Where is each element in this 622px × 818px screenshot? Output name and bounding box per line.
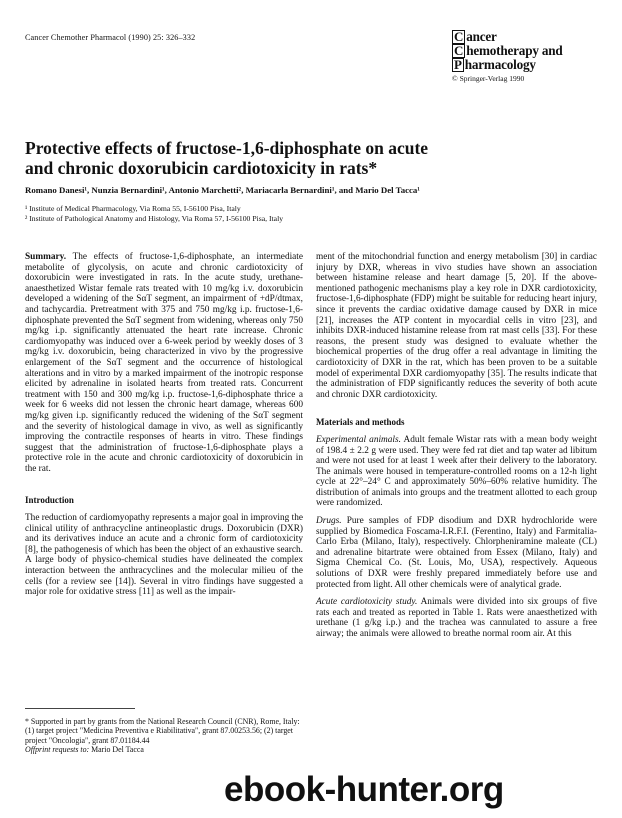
affiliation-1: ¹ Institute of Medical Pharmacology, Via Roma 55, I-56100 Pisa, Italy — [25, 204, 241, 213]
summary-text: The effects of fructose-1,6-diphosphate, an intermediate metabolite of glycolysis, on acute and chronic cardiotoxicity of doxorubicin were investigated in rats. In the acute study, urethane-anaesthetized Wistar female rats treated with 10 mg/kg i.v. doxorubicin developed a widening of the SαT segment, an impairment of +dP/dtmax, and tachycardia. Pretreatment with 375 and 750 mg/kg i.p. fructose-1,6-diphosphate prevented the SαT segment from widening, whereas only 750 mg/kg i.p. significantly attenuated the heart rate increase. Chronic cardiomyopathy was induced over a 6-week period by weekly doses of 3 mg/kg i.v. doxorubicin, being characterized in vivo by the progressive enlargement of the SαT segment and the occurrence of histological alterations and in vitro by a marked impairment of the inotropic response elicited by adrenaline in isolated hearts from treated rats. Concurrent treatment with 150 and 300 mg/kg i.p. fructose-1,6-diphosphate thrice a week for 6 weeks did not lessen the chronic heart damage, whereas 600 mg/kg given i.p. significantly reduced the widening of the SαT segment and the severity of histological damage in vivo, as well as significantly improving the contractile responses of hearts in vitro. These findings suggest that the administration of fructose-1,6-diphosphate plays a protective role in the acute and chronic cardiotoxicity of doxorubicin in the rat. — [25, 252, 304, 474]
journal-citation: Cancer Chemother Pharmacol (1990) 25: 326–332 — [25, 33, 196, 42]
article-title: Protective effects of fructose-1,6-diphosphate on acute and chronic doxorubicin cardiotoxicity in rats* — [25, 138, 429, 178]
journal-logo — [452, 30, 602, 83]
methods-heading: Materials and methods — [316, 417, 405, 428]
column-right — [316, 252, 597, 647]
affiliation-2: ² Institute of Pathological Anatomy and Histology, Via Roma 57, I-56100 Pisa, Italy — [25, 214, 284, 223]
journal-logo-line-1: C ancer — [454, 29, 497, 44]
copyright-notice: © Springer-Verlag 1990 — [452, 74, 525, 83]
acute-study-paragraph: Acute cardiotoxicity study. Animals were divided into six groups of five rats each and treated as reported in Table 1. Rats were anaesthetized with urethane (1 g/kg i.p.) and the trachea was cannulated to assure a free airway; the animals were allowed to breathe normal room air. At this — [316, 597, 597, 639]
animals-paragraph: Experimental animals. Adult female Wistar rats with a mean body weight of 198.4 ± 2.2 g were used. They were fed rat diet and tap water ad libitum and were not used for at least 1 week after their delivery to the laboratory. The animals were housed in temperature-controlled rooms on a 12-h light cycle at 22°–24° C and approximately 50%–60% relative humidity. The distribution of animals into groups and the treatment allotted to each group were randomized. — [316, 434, 597, 509]
summary-label: Summary. — [25, 252, 67, 262]
journal-logo-line-3: P harmacology — [454, 57, 536, 72]
funding-footnote: * Supported in part by grants from the National Research Council (CNR), Rome, Italy: (1) target project "Medicina Preventiva e Riabilitativa", grant 87.00253.56; (2) target project "Oncologia", grant 87.01184.44 — [25, 717, 300, 745]
drugs-paragraph: Drugs. Pure samples of FDP disodium and DXR hydrochloride were supplied by Biomedica Foscama-I.R.F.I. (Ferentino, Italy) and Farmitalia-Carlo Erba (Milano, Italy), respectively. Chlorpheniramine maleate (CL) and adrenaline bitartrate were obtained from Essex (Milano, Italy) and Sigma Chemical Co. (St. Louis, Mo, USA), respectively. Aqueous solutions of DXR were freshly prepared immediately before use and protected from light. All other chemicals were of analytical grade. — [316, 516, 597, 590]
journal-logo-line-2: C hemotherapy and — [454, 43, 563, 58]
author-list: Romano Danesi¹, Nunzia Bernardini¹, Antonio Marchetti², Mariacarla Bernardini¹, and Mario Del Tacca¹ — [25, 185, 420, 195]
summary-paragraph — [25, 252, 303, 474]
introduction-heading: Introduction — [25, 495, 74, 506]
footnote-divider — [25, 708, 135, 709]
introduction-paragraph: The reduction of cardiomyopathy represents a major goal in improving the clinical utility of anthracycline antineoplastic drugs. Doxorubicin (DXR) and its derivatives induce an acute and a chronic form of cardiotoxicity [8], the pathogenesis of which has been the object of an exhaustive search. A large body of physico-chemical studies have delineated the complex interaction between the anthracyclines and the molecular milieu of the cells (for a review see [14]). Several in vitro findings have suggested a major role for oxidative stress [11] as well as the impair- — [25, 513, 303, 598]
introduction-continuation: ment of the mitochondrial function and energy metabolism [30] in cardiac injury by DXR, whereas in vivo studies have shown an association between histamine release and heart damage [5, 20]. If the above-mentioned pathogenic mechanisms play a key role in DXR cardiotoxicity, fructose-1,6-diphosphate (FDP) might be suitable for reducing heart injury, since it prevents the cardiac oxidative damage caused by DXR in mice [21], increases the ATP content in myocardial cells in vitro [23], and inhibits DXR-induced histamine release from rat mast cells [33]. For these reasons, the present study was designed to evaluate whether the biochemical properties of the drug offer a real advantage in limiting the cardiotoxicity of DXR in the rat, which has been proven to be a suitable model of experimental DXR cardiomyopathy [35]. The results indicate that the administration of FDP significantly reduces the severity of both acute and chronic DXR cardiotoxicity. — [316, 252, 597, 400]
offprint-footnote: Offprint requests to: Mario Del Tacca — [25, 745, 144, 755]
footnotes — [25, 717, 305, 755]
watermark-text: ebook-hunter.org — [224, 770, 504, 809]
column-left — [25, 252, 303, 605]
